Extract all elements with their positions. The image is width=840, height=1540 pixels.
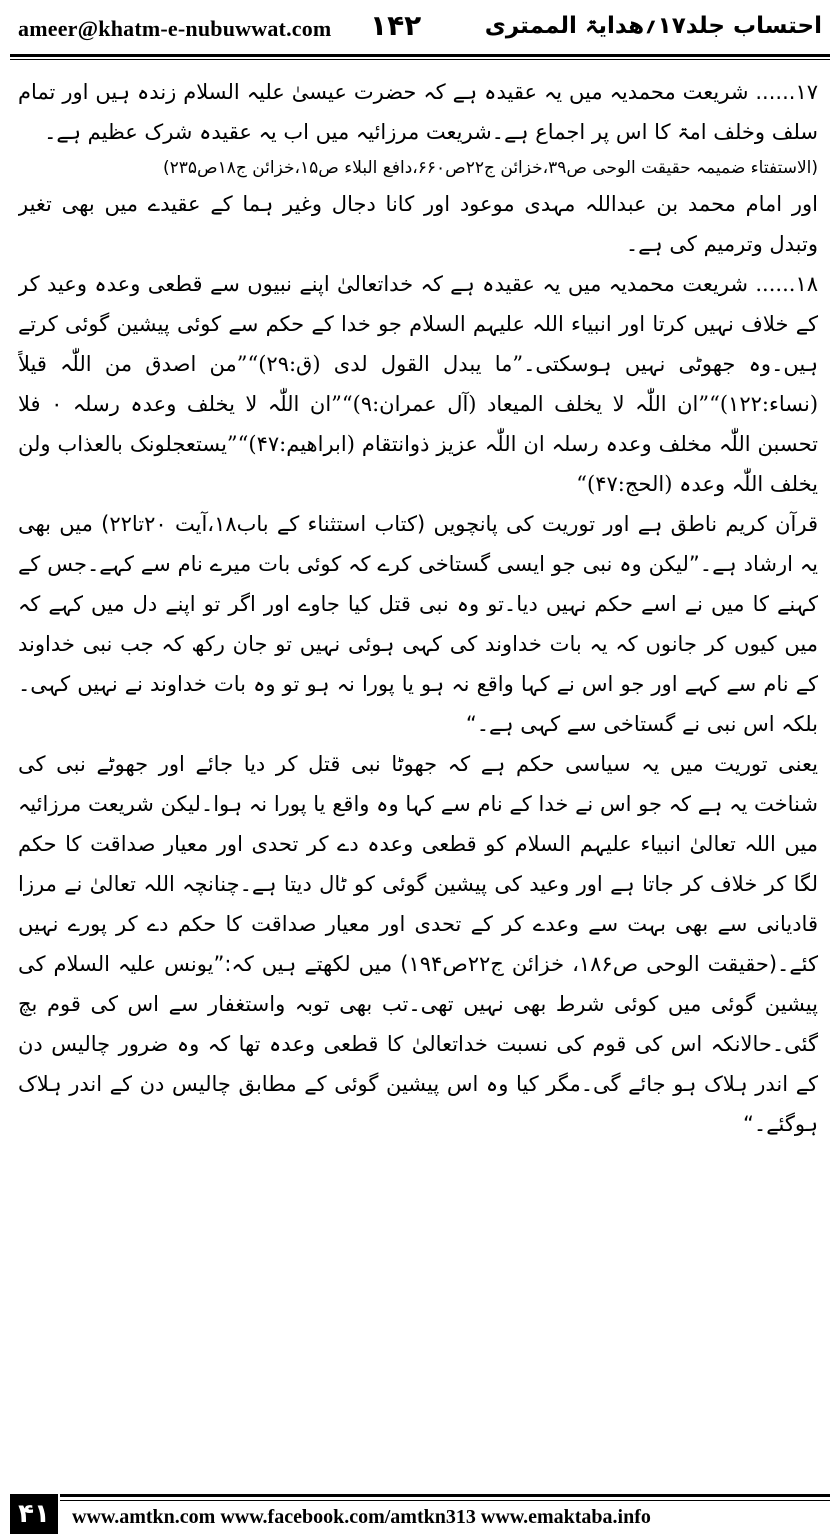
footer-rule-thick: [60, 1494, 830, 1497]
header-book-title: احتساب جلد۱۷؍ھدایۃ الممتری: [484, 13, 822, 39]
reference-citation: (الاستفتاء ضمیمہ حقیقت الوحی ص۳۹،خزائن ج۲۲ص۶۶۰،دافع البلاء ص۱۵،خزائن ج۱۸ص۲۳۵): [162, 158, 818, 178]
paragraph-torah-ruling: یعنی توریت میں یہ سیاسی حکم ہے کہ جھوٹا نبی قتل کر دیا جائے اور جھوٹے نبی کی شناخت یہ ہے کہ جو اس نے خدا کے نام سے کہا وہ واقع یا پورا نہ ہوا۔لیکن شریعت مرزائیہ میں اللہ تعالیٰ انبیاء علیہم السلام کو قطعی وعدہ دے کر تحدی اور معیار صداقت کا حکم لگا کر خلاف کر جاتا ہے اور وعید کی پیشین گوئی کو ٹال دیتا ہے۔چنانچہ اللہ تعالیٰ نے مرزا قادیانی سے بھی بہت سے وعدے کر کے تحدی اور معیار صداقت کا حکم دے کر پورے نہیں کئے۔(حقیقت الوحی ص۱۸۶، خزائن ج۲۲ص۱۹۴) میں لکھتے ہیں کہ:”یونس علیہ السلام کی پیشین گوئی میں کوئی شرط بھی نہیں تھی۔تب بھی توبہ واستغفار سے اس کی قوم بچ گئی۔حالانکہ اس کی قوم کی نسبت خداتعالیٰ کا قطعی وعدہ تھا کہ وہ ضرور چالیس دن کے اندر ہلاک ہو جائے گی۔مگر کیا وہ اس پیشین گوئی کے مطابق چالیس دن کے اندر ہلاک ہوگئے۔“: [18, 752, 818, 1136]
header-rule-thick: [10, 54, 830, 57]
page-header: [0, 0, 840, 50]
paragraph-imam-mahdi: اور امام محمد بن عبداللہ مہدی موعود اور کانا دجال وغیر ہما کے عقیدے میں بھی تغیر وتبدل وترمیم کی ہے۔: [18, 192, 818, 256]
page-body: [18, 72, 818, 1452]
footer-urls: www.amtkn.com www.facebook.com/amtkn313 www.emaktaba.info: [72, 1506, 651, 1528]
footer-page-number: ۴۱: [10, 1494, 58, 1534]
header-page-number: ۱۴۲: [370, 9, 422, 42]
page-footer: [0, 1490, 840, 1540]
paragraph-18: ۱۸...... شریعت محمدیہ میں یہ عقیدہ ہے کہ خداتعالیٰ اپنے نبیوں سے قطعی وعدہ وعید کر کے خلاف نہیں کرتا اور انبیاء اللہ علیہم السلام جو خدا کے حکم سے کوئی پیشین گوئی کرتے ہیں۔وہ جھوٹی نہیں ہوسکتی۔”ما یبدل القول لدی (ق:۲۹)“”من اصدق من اللّٰہ قیلاً (نساء:۱۲۲)“”ان اللّٰہ لا یخلف المیعاد (آل عمران:۹)“”ان اللّٰہ لا یخلف وعدہ رسلہ ۰ فلا تحسبن اللّٰہ مخلف وعدہ رسلہ ان اللّٰہ عزیز ذوانتقام (ابراھیم:۴۷)“”یستعجلونک بالعذاب ولن یخلف اللّٰہ وعدہ (الحج:۴۷)“: [18, 272, 818, 496]
paragraph-torah-quote: قرآن کریم ناطق ہے اور توریت کی پانچویں (کتاب استثناء کے باب۱۸،آیت ۲۰تا۲۲) میں بھی یہ ارشاد ہے۔”لیکن وہ نبی جو ایسی گستاخی کرے کہ کوئی بات میرے نام سے کہے۔جس کے کہنے کا میں نے اسے حکم نہیں دیا۔تو وہ نبی قتل کیا جاوے اور اگر تو اپنے دل میں کہے کہ میں کیوں کر جانوں کہ یہ بات خداوند کی کہی ہوئی نہیں تو جان رکھ کہ جب نبی خداوند کے نام سے کہے اور جو اس نے کہا واقع نہ ہو یا پورا نہ ہو تو وہ بات خداوند نے نہیں کہی۔بلکہ اس نبی نے گستاخی سے کہی ہے۔“: [18, 512, 818, 736]
header-email: ameer@khatm-e-nubuwwat.com: [18, 16, 332, 41]
footer-rule-thin: [60, 1500, 830, 1501]
header-rule-thin: [10, 59, 830, 60]
paragraph-17: ۱۷...... شریعت محمدیہ میں یہ عقیدہ ہے کہ حضرت عیسیٰ علیہ السلام زندہ ہیں اور تمام سلف وخلف امۃ کا اس پر اجماع ہے۔شریعت مرزائیہ میں اب یہ عقیدہ شرک عظیم ہے۔: [18, 80, 818, 144]
